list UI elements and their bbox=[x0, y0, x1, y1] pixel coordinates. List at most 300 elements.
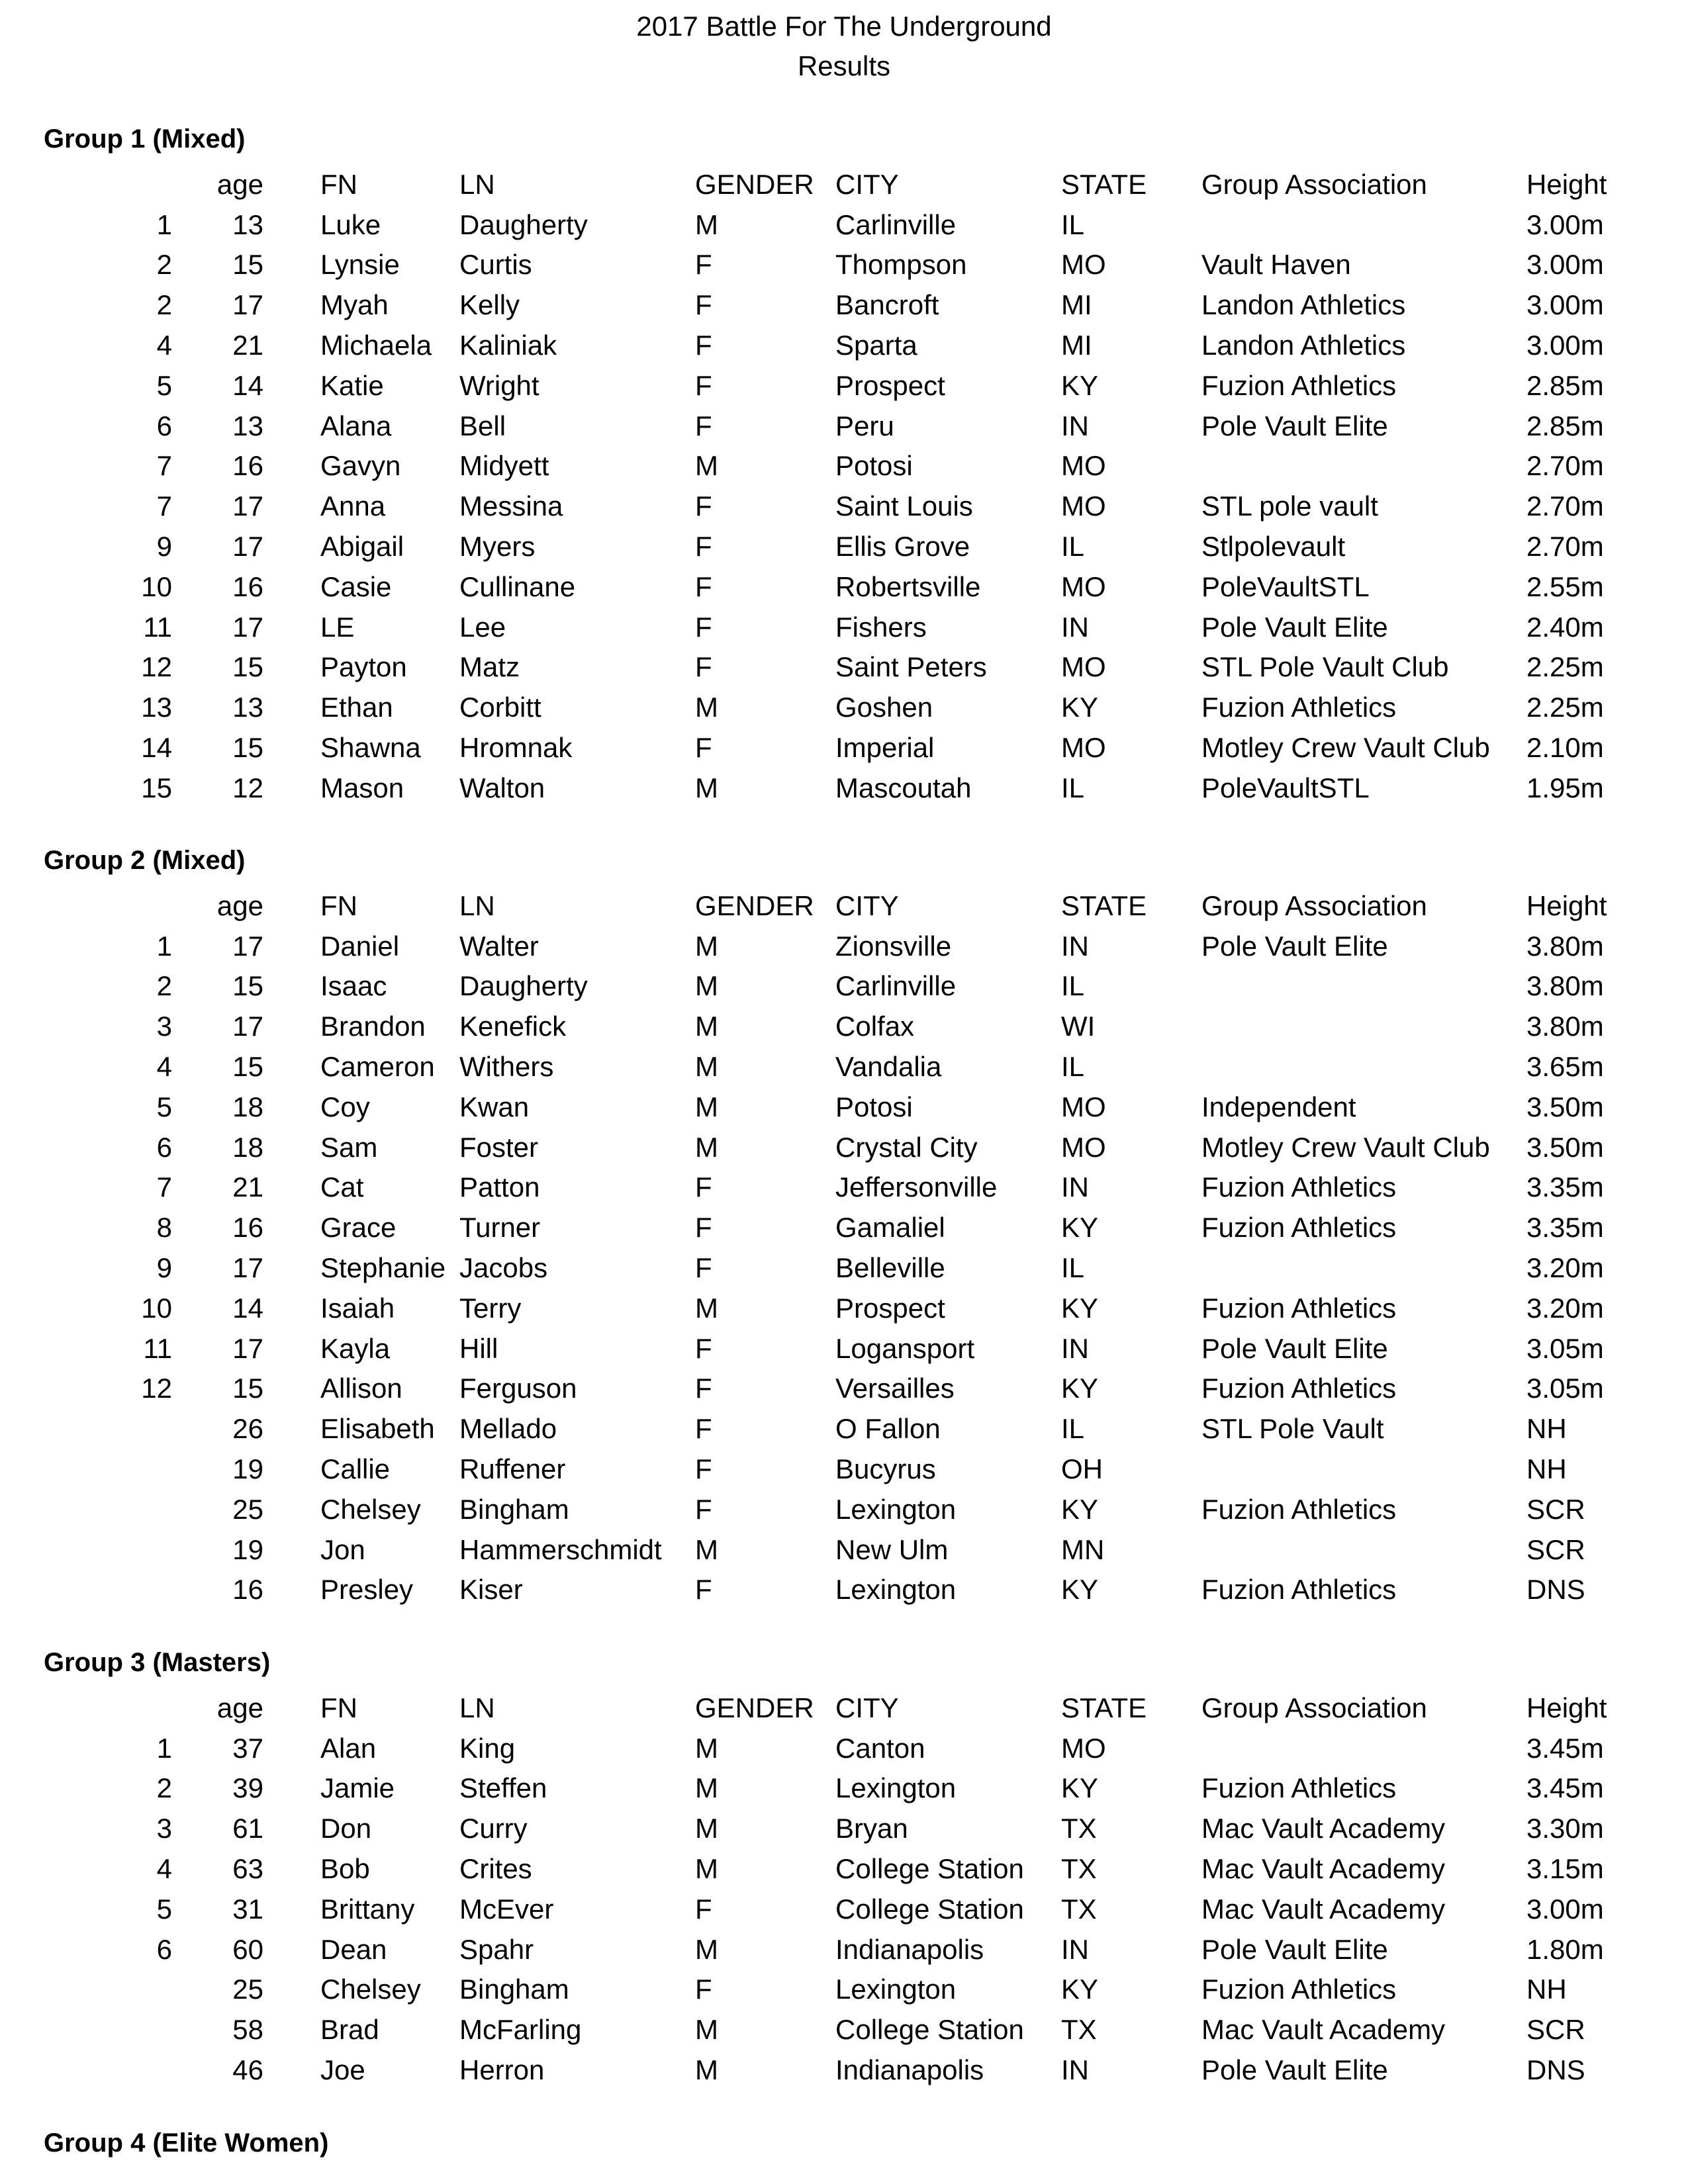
state-cell: TX bbox=[1061, 1853, 1097, 1884]
age-cell: 61 bbox=[232, 1813, 263, 1844]
city-cell: Canton bbox=[835, 1732, 925, 1764]
last-name-cell: Hromnak bbox=[459, 732, 573, 763]
column-header-ln: LN bbox=[459, 889, 495, 921]
first-name-cell: Mason bbox=[320, 772, 404, 803]
gender-cell: M bbox=[695, 1091, 718, 1122]
city-cell: Potosi bbox=[835, 450, 913, 482]
height-cell: 2.10m bbox=[1526, 732, 1604, 763]
place-cell: 2 bbox=[156, 249, 172, 281]
gender-cell: F bbox=[695, 611, 712, 643]
state-cell: WI bbox=[1061, 1011, 1096, 1042]
first-name-cell: Cat bbox=[320, 1171, 364, 1203]
column-header-ln: LN bbox=[459, 1692, 495, 1723]
last-name-cell: Corbitt bbox=[459, 692, 541, 723]
place-cell: 1 bbox=[156, 1732, 172, 1764]
gender-cell: F bbox=[695, 330, 712, 361]
city-cell: Fishers bbox=[835, 611, 927, 643]
place-cell: 7 bbox=[156, 1171, 172, 1203]
column-header-fn: FN bbox=[320, 889, 357, 921]
table-row bbox=[0, 205, 1688, 245]
table-row bbox=[0, 1729, 1688, 1768]
age-cell: 14 bbox=[232, 1292, 263, 1324]
place-cell: 14 bbox=[141, 732, 172, 763]
last-name-cell: Turner bbox=[459, 1212, 541, 1244]
city-cell: Mascoutah bbox=[835, 772, 972, 803]
last-name-cell: Cullinane bbox=[459, 570, 576, 602]
age-cell: 17 bbox=[232, 531, 263, 562]
city-cell: New Ulm bbox=[835, 1533, 949, 1565]
first-name-cell: Katie bbox=[320, 369, 384, 401]
gender-cell: M bbox=[695, 772, 718, 803]
first-name-cell: Casie bbox=[320, 570, 392, 602]
gender-cell: M bbox=[695, 1533, 718, 1565]
height-cell: 3.35m bbox=[1526, 1212, 1604, 1244]
place-cell: 7 bbox=[156, 490, 172, 522]
table-row bbox=[0, 1930, 1688, 1970]
column-header-fn: FN bbox=[320, 168, 357, 200]
first-name-cell: Cameron bbox=[320, 1051, 435, 1082]
place-cell: 2 bbox=[156, 1772, 172, 1804]
table-row bbox=[0, 486, 1688, 526]
last-name-cell: Kaliniak bbox=[459, 330, 557, 361]
age-cell: 17 bbox=[232, 1011, 263, 1042]
last-name-cell: Ferguson bbox=[459, 1373, 577, 1404]
place-cell: 12 bbox=[141, 1373, 172, 1404]
column-header-height: Height bbox=[1526, 168, 1607, 200]
table-row bbox=[0, 728, 1688, 768]
group-association-cell: STL Pole Vault bbox=[1201, 1413, 1384, 1445]
first-name-cell: Brittany bbox=[320, 1893, 415, 1925]
column-header-ln: LN bbox=[459, 168, 495, 200]
height-cell: 3.00m bbox=[1526, 1893, 1604, 1925]
place-cell: 6 bbox=[156, 1131, 172, 1163]
first-name-cell: Allison bbox=[320, 1373, 402, 1404]
city-cell: Carlinville bbox=[835, 970, 957, 1002]
table-row bbox=[0, 326, 1688, 365]
state-cell: KY bbox=[1061, 1772, 1099, 1804]
group-heading: Group 4 (Elite Women) bbox=[44, 2128, 329, 2158]
last-name-cell: Herron bbox=[459, 2054, 545, 2085]
state-cell: IL bbox=[1061, 1051, 1085, 1082]
age-cell: 19 bbox=[232, 1533, 263, 1565]
place-cell: 3 bbox=[156, 1011, 172, 1042]
city-cell: Thompson bbox=[835, 249, 967, 281]
place-cell: 2 bbox=[156, 289, 172, 321]
last-name-cell: Ruffener bbox=[459, 1453, 566, 1484]
column-header-gender: GENDER bbox=[695, 1692, 814, 1723]
group-association-cell: Pole Vault Elite bbox=[1201, 1332, 1388, 1364]
height-cell: DNS bbox=[1526, 2054, 1585, 2085]
state-cell: IN bbox=[1061, 410, 1089, 441]
group-association-cell: Independent bbox=[1201, 1091, 1356, 1122]
table-row bbox=[0, 1329, 1688, 1369]
group-association-cell: Mac Vault Academy bbox=[1201, 1853, 1446, 1884]
height-cell: 3.80m bbox=[1526, 930, 1604, 962]
last-name-cell: Daugherty bbox=[459, 970, 588, 1002]
last-name-cell: Kiser bbox=[459, 1574, 523, 1606]
height-cell: 3.00m bbox=[1526, 249, 1604, 281]
state-cell: IN bbox=[1061, 1171, 1089, 1203]
first-name-cell: Anna bbox=[320, 490, 386, 522]
group-association-cell: Stlpolevault bbox=[1201, 531, 1346, 562]
state-cell: MO bbox=[1061, 450, 1106, 482]
height-cell: 2.70m bbox=[1526, 450, 1604, 482]
gender-cell: F bbox=[695, 289, 712, 321]
table-row bbox=[0, 1570, 1688, 1610]
height-cell: 2.85m bbox=[1526, 410, 1604, 441]
place-cell: 3 bbox=[156, 1813, 172, 1844]
gender-cell: M bbox=[695, 2014, 718, 2046]
last-name-cell: Curtis bbox=[459, 249, 532, 281]
age-cell: 31 bbox=[232, 1893, 263, 1925]
group-association-cell: STL Pole Vault Club bbox=[1201, 651, 1449, 683]
age-cell: 13 bbox=[232, 692, 263, 723]
city-cell: Prospect bbox=[835, 369, 945, 401]
city-cell: Colfax bbox=[835, 1011, 915, 1042]
age-cell: 16 bbox=[232, 1574, 263, 1606]
state-cell: MO bbox=[1061, 490, 1106, 522]
place-cell: 1 bbox=[156, 930, 172, 962]
table-row bbox=[0, 1889, 1688, 1929]
city-cell: Jeffersonville bbox=[835, 1171, 998, 1203]
age-cell: 15 bbox=[232, 732, 263, 763]
gender-cell: F bbox=[695, 651, 712, 683]
first-name-cell: Shawna bbox=[320, 732, 421, 763]
city-cell: Imperial bbox=[835, 732, 935, 763]
group-association-cell: Fuzion Athletics bbox=[1201, 1373, 1397, 1404]
group-association-cell: Pole Vault Elite bbox=[1201, 2054, 1388, 2085]
height-cell: 3.80m bbox=[1526, 1011, 1604, 1042]
gender-cell: M bbox=[695, 1051, 718, 1082]
city-cell: Indianapolis bbox=[835, 2054, 984, 2085]
gender-cell: F bbox=[695, 1332, 712, 1364]
gender-cell: F bbox=[695, 1574, 712, 1606]
state-cell: KY bbox=[1061, 1574, 1099, 1606]
column-header-age: age bbox=[216, 168, 263, 200]
group-association-cell: Fuzion Athletics bbox=[1201, 1171, 1397, 1203]
place-cell: 5 bbox=[156, 1893, 172, 1925]
gender-cell: M bbox=[695, 692, 718, 723]
table-row bbox=[0, 406, 1688, 446]
last-name-cell: Kenefick bbox=[459, 1011, 567, 1042]
table-row bbox=[0, 1809, 1688, 1848]
city-cell: Crystal City bbox=[835, 1131, 978, 1163]
table-row bbox=[0, 1449, 1688, 1489]
group-association-cell: Mac Vault Academy bbox=[1201, 2014, 1446, 2046]
gender-cell: F bbox=[695, 1493, 712, 1525]
state-cell: MO bbox=[1061, 1091, 1106, 1122]
height-cell: 3.20m bbox=[1526, 1292, 1604, 1324]
gender-cell: F bbox=[695, 490, 712, 522]
state-cell: KY bbox=[1061, 1373, 1099, 1404]
height-cell: 3.30m bbox=[1526, 1813, 1604, 1844]
column-header-gender: GENDER bbox=[695, 889, 814, 921]
gender-cell: M bbox=[695, 1732, 718, 1764]
place-cell: 6 bbox=[156, 410, 172, 441]
age-cell: 17 bbox=[232, 1332, 263, 1364]
age-cell: 12 bbox=[232, 772, 263, 803]
age-cell: 17 bbox=[232, 289, 263, 321]
state-cell: MI bbox=[1061, 289, 1092, 321]
age-cell: 25 bbox=[232, 1974, 263, 2005]
state-cell: KY bbox=[1061, 369, 1099, 401]
group-association-cell: Fuzion Athletics bbox=[1201, 1974, 1397, 2005]
column-header-fn: FN bbox=[320, 1692, 357, 1723]
column-header-row bbox=[0, 1688, 1688, 1728]
last-name-cell: Bell bbox=[459, 410, 506, 441]
group-association-cell: Fuzion Athletics bbox=[1201, 1292, 1397, 1324]
table-row bbox=[0, 1849, 1688, 1889]
first-name-cell: Lynsie bbox=[320, 249, 400, 281]
last-name-cell: Messina bbox=[459, 490, 563, 522]
table-row bbox=[0, 1007, 1688, 1046]
place-cell: 4 bbox=[156, 1853, 172, 1884]
last-name-cell: Matz bbox=[459, 651, 520, 683]
age-cell: 18 bbox=[232, 1131, 263, 1163]
table-row bbox=[0, 366, 1688, 406]
table-row bbox=[0, 1530, 1688, 1570]
last-name-cell: Hill bbox=[459, 1332, 498, 1364]
gender-cell: F bbox=[695, 410, 712, 441]
state-cell: IL bbox=[1061, 208, 1085, 240]
age-cell: 17 bbox=[232, 1252, 263, 1283]
group-association-cell: STL pole vault bbox=[1201, 490, 1378, 522]
state-cell: KY bbox=[1061, 1292, 1099, 1324]
place-cell: 12 bbox=[141, 651, 172, 683]
gender-cell: F bbox=[695, 1171, 712, 1203]
title-line-1: 2017 Battle For The Underground bbox=[636, 11, 1052, 42]
state-cell: MO bbox=[1061, 651, 1106, 683]
first-name-cell: Daniel bbox=[320, 930, 400, 962]
last-name-cell: Bingham bbox=[459, 1974, 569, 2005]
last-name-cell: Daugherty bbox=[459, 208, 588, 240]
first-name-cell: Stephanie bbox=[320, 1252, 446, 1283]
city-cell: Logansport bbox=[835, 1332, 975, 1364]
table-row bbox=[0, 1087, 1688, 1127]
city-cell: Carlinville bbox=[835, 208, 957, 240]
table-row bbox=[0, 647, 1688, 687]
age-cell: 14 bbox=[232, 369, 263, 401]
place-cell: 8 bbox=[156, 1212, 172, 1244]
height-cell: 2.40m bbox=[1526, 611, 1604, 643]
group-heading: Group 3 (Masters) bbox=[44, 1648, 271, 1677]
table-row bbox=[0, 966, 1688, 1006]
height-cell: NH bbox=[1526, 1413, 1567, 1445]
age-cell: 16 bbox=[232, 570, 263, 602]
gender-cell: M bbox=[695, 1292, 718, 1324]
group-association-cell: Pole Vault Elite bbox=[1201, 930, 1388, 962]
group-association-cell: PoleVaultSTL bbox=[1201, 772, 1370, 803]
last-name-cell: Patton bbox=[459, 1171, 540, 1203]
gender-cell: F bbox=[695, 732, 712, 763]
last-name-cell: Walter bbox=[459, 930, 539, 962]
last-name-cell: Foster bbox=[459, 1131, 539, 1163]
city-cell: Saint Peters bbox=[835, 651, 987, 683]
column-header-group: Group Association bbox=[1201, 1692, 1427, 1723]
last-name-cell: Midyett bbox=[459, 450, 549, 482]
place-cell: 7 bbox=[156, 450, 172, 482]
first-name-cell: Coy bbox=[320, 1091, 370, 1122]
column-header-height: Height bbox=[1526, 889, 1607, 921]
gender-cell: F bbox=[695, 1893, 712, 1925]
table-row bbox=[0, 1248, 1688, 1288]
state-cell: IN bbox=[1061, 930, 1089, 962]
last-name-cell: King bbox=[459, 1732, 516, 1764]
state-cell: IL bbox=[1061, 772, 1085, 803]
age-cell: 37 bbox=[232, 1732, 263, 1764]
place-cell: 10 bbox=[141, 570, 172, 602]
last-name-cell: Curry bbox=[459, 1813, 528, 1844]
first-name-cell: Presley bbox=[320, 1574, 414, 1606]
state-cell: MI bbox=[1061, 330, 1092, 361]
first-name-cell: Callie bbox=[320, 1453, 391, 1484]
group-association-cell: Landon Athletics bbox=[1201, 330, 1406, 361]
state-cell: MO bbox=[1061, 732, 1106, 763]
state-cell: KY bbox=[1061, 1493, 1099, 1525]
group-association-cell: PoleVaultSTL bbox=[1201, 570, 1370, 602]
gender-cell: M bbox=[695, 208, 718, 240]
gender-cell: F bbox=[695, 1252, 712, 1283]
column-header-state: STATE bbox=[1061, 1692, 1147, 1723]
group-association-cell: Pole Vault Elite bbox=[1201, 1933, 1388, 1965]
height-cell: 3.65m bbox=[1526, 1051, 1604, 1082]
age-cell: 46 bbox=[232, 2054, 263, 2085]
state-cell: IL bbox=[1061, 970, 1085, 1002]
age-cell: 17 bbox=[232, 930, 263, 962]
column-header-age: age bbox=[216, 889, 263, 921]
group-heading: Group 1 (Mixed) bbox=[44, 124, 246, 154]
place-cell: 6 bbox=[156, 1933, 172, 1965]
age-cell: 21 bbox=[232, 330, 263, 361]
place-cell: 10 bbox=[141, 1292, 172, 1324]
place-cell: 4 bbox=[156, 330, 172, 361]
state-cell: MO bbox=[1061, 1732, 1106, 1764]
city-cell: Bancroft bbox=[835, 289, 939, 321]
gender-cell: F bbox=[695, 1453, 712, 1484]
gender-cell: M bbox=[695, 930, 718, 962]
column-header-age: age bbox=[216, 1692, 263, 1723]
first-name-cell: Don bbox=[320, 1813, 372, 1844]
gender-cell: F bbox=[695, 249, 712, 281]
height-cell: SCR bbox=[1526, 1533, 1585, 1565]
age-cell: 63 bbox=[232, 1853, 263, 1884]
age-cell: 15 bbox=[232, 1373, 263, 1404]
height-cell: 3.35m bbox=[1526, 1171, 1604, 1203]
height-cell: 2.25m bbox=[1526, 692, 1604, 723]
state-cell: MO bbox=[1061, 249, 1106, 281]
first-name-cell: Dean bbox=[320, 1933, 387, 1965]
city-cell: Robertsville bbox=[835, 570, 981, 602]
age-cell: 15 bbox=[232, 970, 263, 1002]
column-header-city: CITY bbox=[835, 889, 899, 921]
column-header-row bbox=[0, 886, 1688, 926]
gender-cell: F bbox=[695, 570, 712, 602]
age-cell: 17 bbox=[232, 490, 263, 522]
height-cell: 1.95m bbox=[1526, 772, 1604, 803]
group-association-cell: Mac Vault Academy bbox=[1201, 1813, 1446, 1844]
age-cell: 18 bbox=[232, 1091, 263, 1122]
place-cell: 11 bbox=[143, 611, 172, 643]
table-row bbox=[0, 2050, 1688, 2090]
state-cell: TX bbox=[1061, 1893, 1097, 1925]
height-cell: 3.20m bbox=[1526, 1252, 1604, 1283]
last-name-cell: Bingham bbox=[459, 1493, 569, 1525]
last-name-cell: Steffen bbox=[459, 1772, 547, 1804]
height-cell: 3.50m bbox=[1526, 1131, 1604, 1163]
group-association-cell: Fuzion Athletics bbox=[1201, 1493, 1397, 1525]
age-cell: 16 bbox=[232, 450, 263, 482]
age-cell: 15 bbox=[232, 249, 263, 281]
first-name-cell: Luke bbox=[320, 208, 381, 240]
first-name-cell: Jamie bbox=[320, 1772, 395, 1804]
first-name-cell: Kayla bbox=[320, 1332, 391, 1364]
height-cell: 3.80m bbox=[1526, 970, 1604, 1002]
age-cell: 58 bbox=[232, 2014, 263, 2046]
city-cell: College Station bbox=[835, 1893, 1024, 1925]
last-name-cell: Jacobs bbox=[459, 1252, 548, 1283]
state-cell: TX bbox=[1061, 1813, 1097, 1844]
first-name-cell: Sam bbox=[320, 1131, 378, 1163]
table-row bbox=[0, 567, 1688, 607]
table-row bbox=[0, 927, 1688, 966]
city-cell: Peru bbox=[835, 410, 894, 441]
state-cell: IN bbox=[1061, 611, 1089, 643]
first-name-cell: Alana bbox=[320, 410, 392, 441]
city-cell: Goshen bbox=[835, 692, 933, 723]
table-row bbox=[0, 1490, 1688, 1529]
height-cell: 1.80m bbox=[1526, 1933, 1604, 1965]
group-association-cell: Motley Crew Vault Club bbox=[1201, 1131, 1490, 1163]
group-heading: Group 2 (Mixed) bbox=[44, 846, 246, 875]
group-association-cell: Fuzion Athletics bbox=[1201, 1574, 1397, 1606]
table-row bbox=[0, 1970, 1688, 2009]
height-cell: SCR bbox=[1526, 2014, 1585, 2046]
last-name-cell: Withers bbox=[459, 1051, 554, 1082]
gender-cell: M bbox=[695, 1853, 718, 1884]
last-name-cell: Kelly bbox=[459, 289, 520, 321]
place-cell: 13 bbox=[141, 692, 172, 723]
height-cell: 2.55m bbox=[1526, 570, 1604, 602]
first-name-cell: Abigail bbox=[320, 531, 404, 562]
last-name-cell: Hammerschmidt bbox=[459, 1533, 662, 1565]
first-name-cell: Isaac bbox=[320, 970, 387, 1002]
state-cell: IL bbox=[1061, 1252, 1085, 1283]
city-cell: Zionsville bbox=[835, 930, 952, 962]
height-cell: 3.45m bbox=[1526, 1732, 1604, 1764]
group-association-cell: Pole Vault Elite bbox=[1201, 410, 1388, 441]
city-cell: Lexington bbox=[835, 1493, 957, 1525]
first-name-cell: Bob bbox=[320, 1853, 370, 1884]
place-cell: 2 bbox=[156, 970, 172, 1002]
last-name-cell: Terry bbox=[459, 1292, 522, 1324]
height-cell: 3.50m bbox=[1526, 1091, 1604, 1122]
place-cell: 9 bbox=[156, 531, 172, 562]
city-cell: Belleville bbox=[835, 1252, 945, 1283]
last-name-cell: Crites bbox=[459, 1853, 532, 1884]
first-name-cell: Chelsey bbox=[320, 1493, 421, 1525]
city-cell: Gamaliel bbox=[835, 1212, 945, 1244]
age-cell: 17 bbox=[232, 611, 263, 643]
city-cell: Saint Louis bbox=[835, 490, 973, 522]
column-header-gender: GENDER bbox=[695, 168, 814, 200]
last-name-cell: Spahr bbox=[459, 1933, 534, 1965]
place-cell: 4 bbox=[156, 1051, 172, 1082]
table-row bbox=[0, 2010, 1688, 2050]
state-cell: MN bbox=[1061, 1533, 1105, 1565]
place-cell: 11 bbox=[143, 1332, 172, 1364]
age-cell: 60 bbox=[232, 1933, 263, 1965]
group-association-cell: Fuzion Athletics bbox=[1201, 1212, 1397, 1244]
